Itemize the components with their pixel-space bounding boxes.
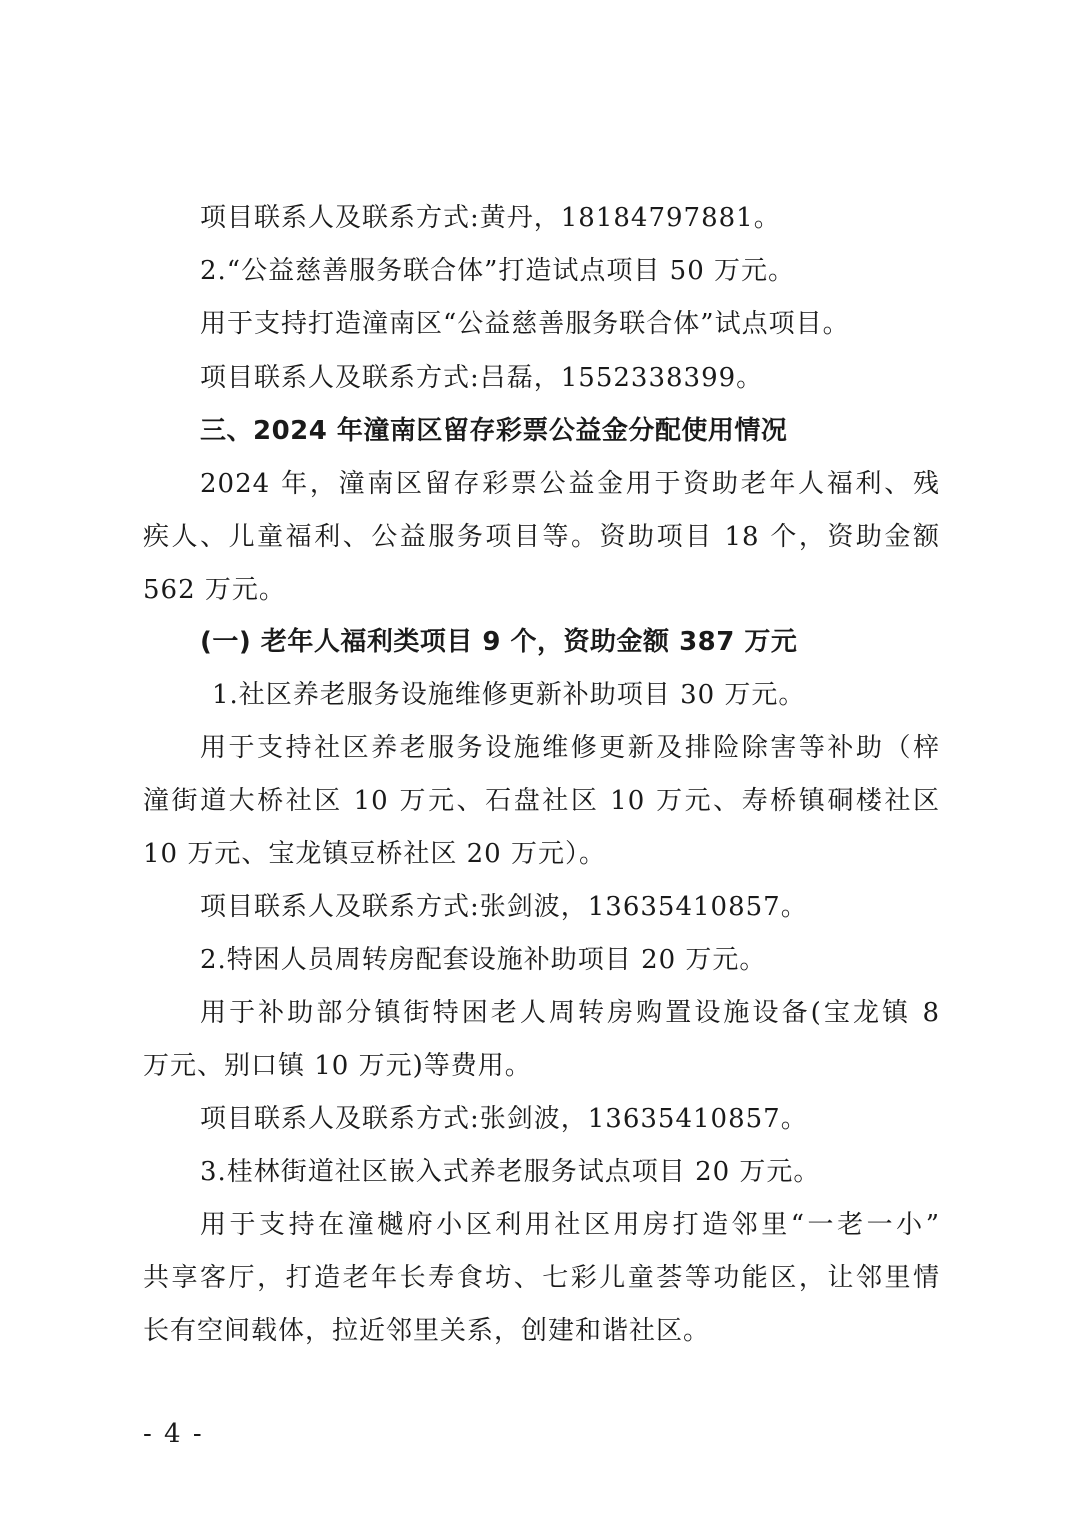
item-heading-2b: 2.特困人员周转房配套设施补助项目 20 万元。: [200, 945, 767, 975]
paragraph-line: 潼街道大桥社区 10 万元、石盘社区 10 万元、寿桥镇硐楼社区: [143, 786, 940, 816]
paragraph-line: 用于支持社区养老服务设施维修更新及排险除害等补助（梓: [200, 733, 940, 763]
contact-line-1: 项目联系人及联系方式:黄丹，18184797881。: [200, 203, 781, 233]
paragraph-line: 562 万元。: [143, 575, 286, 605]
paragraph-line: 2024 年，潼南区留存彩票公益金用于资助老年人福利、残: [200, 469, 940, 499]
paragraph-line: 共享客厅，打造老年长寿食坊、七彩儿童荟等功能区，让邻里情: [143, 1263, 940, 1293]
paragraph-line: 10 万元、宝龙镇豆桥社区 20 万元）。: [143, 839, 606, 869]
item-heading-1: 1.社区养老服务设施维修更新补助项目 30 万元。: [212, 680, 806, 710]
subsection-heading-1: (一) 老年人福利类项目 9 个，资助金额 387 万元: [200, 627, 798, 657]
contact-line-3: 项目联系人及联系方式:张剑波，13635410857。: [200, 892, 808, 922]
paragraph-line: 疾人、儿童福利、公益服务项目等。资助项目 18 个，资助金额: [143, 522, 940, 552]
contact-line-4: 项目联系人及联系方式:张剑波，13635410857。: [200, 1104, 808, 1134]
paragraph-line: 用于支持在潼樾府小区利用社区用房打造邻里“一老一小”: [200, 1210, 940, 1240]
paragraph-line: 用于补助部分镇街特困老人周转房购置设施设备(宝龙镇 8: [200, 998, 940, 1028]
paragraph-line: 万元、别口镇 10 万元)等费用。: [143, 1051, 532, 1081]
contact-line-2: 项目联系人及联系方式:吕磊，1552338399。: [200, 363, 764, 393]
item-heading-3: 3.桂林街道社区嵌入式养老服务试点项目 20 万元。: [200, 1157, 821, 1187]
paragraph-text: 用于支持打造潼南区“公益慈善服务联合体”试点项目。: [200, 309, 850, 339]
item-heading-2: 2.“公益慈善服务联合体”打造试点项目 50 万元。: [200, 256, 796, 286]
section-heading-3: 三、2024 年潼南区留存彩票公益金分配使用情况: [200, 416, 788, 446]
page-number: - 4 -: [143, 1419, 204, 1449]
paragraph-line: 长有空间载体，拉近邻里关系，创建和谐社区。: [143, 1316, 711, 1346]
